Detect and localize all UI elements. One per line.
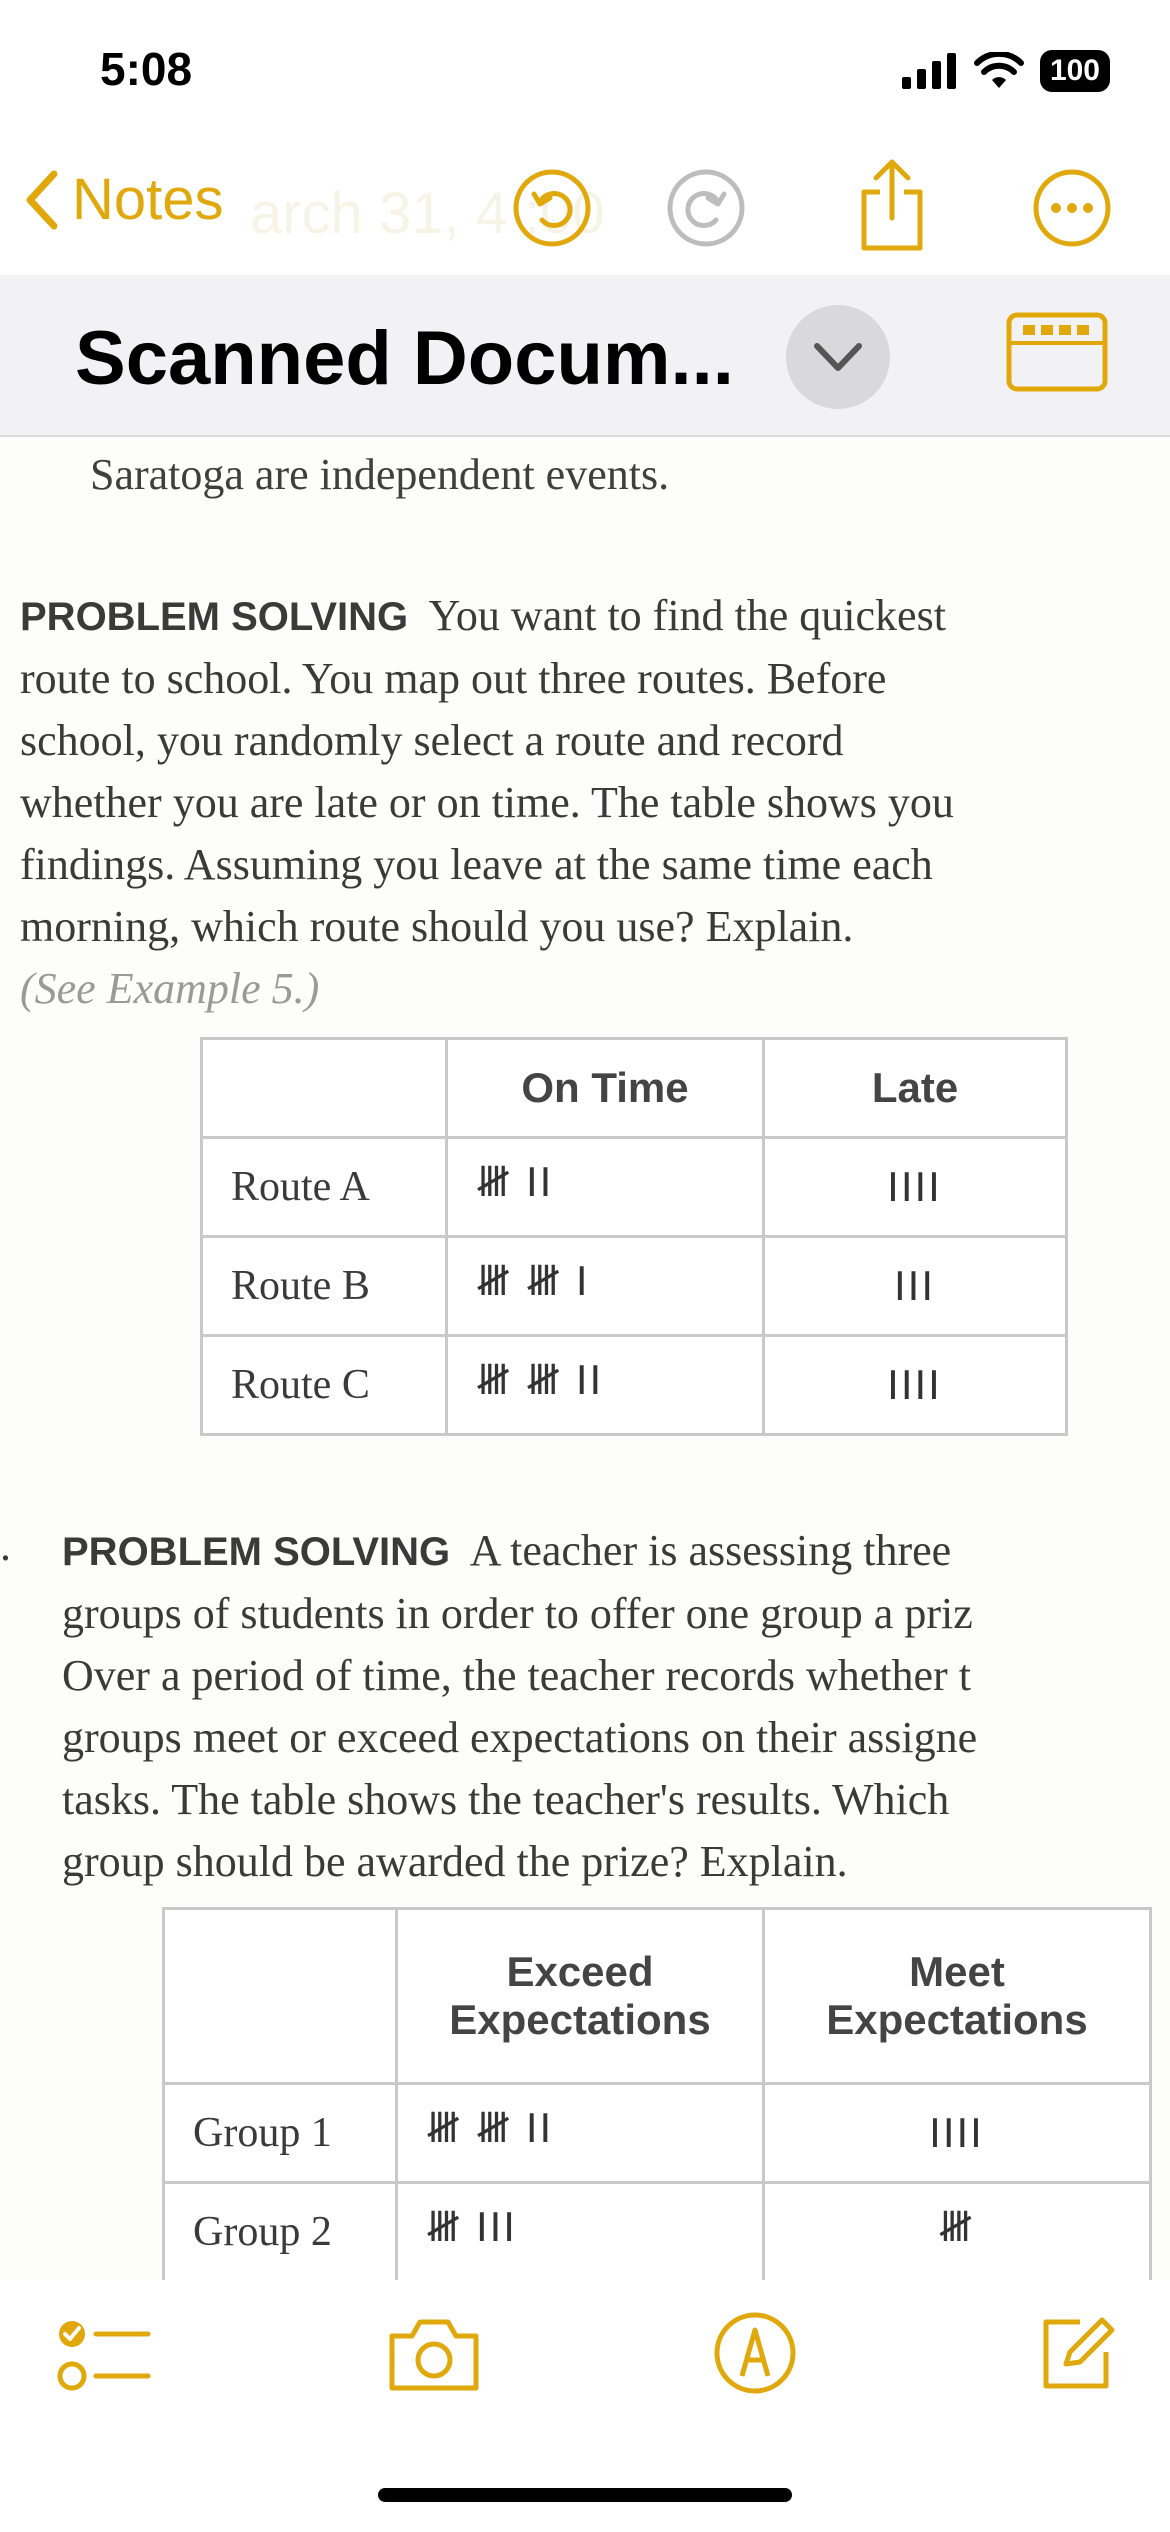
table-header-empty xyxy=(202,1039,447,1138)
row-label: Route B xyxy=(202,1237,447,1336)
table-header-on-time: On Time xyxy=(447,1039,764,1138)
signal-icon xyxy=(902,53,958,89)
chevron-left-icon xyxy=(24,170,60,230)
tally-cell: III xyxy=(764,1237,1067,1336)
problem-1-line-5: findings. Assuming you leave at the same time each xyxy=(20,840,933,889)
chevron-down-icon xyxy=(813,342,863,372)
bottom-toolbar xyxy=(0,2280,1170,2532)
home-indicator[interactable] xyxy=(378,2488,792,2502)
table-row xyxy=(164,1909,1151,2084)
tally-cell: 𝍸 III xyxy=(397,2183,764,2281)
tally-cell: 𝍸 xyxy=(764,2183,1151,2281)
compose-icon[interactable] xyxy=(1036,2314,1116,2394)
share-icon[interactable] xyxy=(852,156,932,254)
table-row xyxy=(202,1237,1067,1336)
problem-1-line-4: whether you are late or on time. The table shows you xyxy=(20,778,954,827)
tally-cell: IIII xyxy=(764,1336,1067,1435)
ghost-date-text: arch 31, 4 :00 xyxy=(250,181,605,246)
scan-document-icon[interactable] xyxy=(1005,311,1109,393)
route-table xyxy=(200,1037,1068,1436)
tally-cell: 𝍸 𝍸 II xyxy=(447,1336,764,1435)
ellipsis-icon[interactable] xyxy=(1032,168,1112,248)
redo-icon[interactable] xyxy=(666,168,746,248)
problem-1-line-3: school, you randomly select a route and record xyxy=(20,716,844,765)
undo-icon[interactable] xyxy=(512,168,592,248)
problem-2-text xyxy=(62,1520,1170,1893)
status-icons xyxy=(902,50,1110,92)
table-row xyxy=(164,2084,1151,2183)
problem-2-line-6: group should be awarded the prize? Explain. xyxy=(62,1837,848,1886)
problem-2-bullet: . xyxy=(0,1521,11,1570)
table-row xyxy=(202,1336,1067,1435)
table-header-late: Late xyxy=(764,1039,1067,1138)
problem-2-line-4: groups meet or exceed expectations on their assigne xyxy=(62,1713,978,1762)
title-menu-button[interactable] xyxy=(786,305,890,409)
problem-2-heading: PROBLEM SOLVING xyxy=(62,1530,451,1574)
table-header-empty xyxy=(164,1909,397,2084)
problem-2-line-2: groups of students in order to offer one group a priz xyxy=(62,1589,973,1638)
nav-bar xyxy=(0,150,1170,270)
row-label: Route C xyxy=(202,1336,447,1435)
table-row xyxy=(202,1138,1067,1237)
problem-2-line-1: A teacher is assessing three xyxy=(469,1526,952,1575)
battery-icon: 100 xyxy=(1040,50,1110,92)
table-header-meet: Meet Expectations xyxy=(764,1909,1151,2084)
checklist-icon[interactable] xyxy=(56,2310,152,2400)
markup-pen-icon[interactable] xyxy=(712,2310,798,2396)
document-title-bar xyxy=(0,275,1170,437)
tally-cell: IIII xyxy=(764,2084,1151,2183)
problem-1-text xyxy=(20,585,1170,1020)
status-time: 5:08 xyxy=(100,43,193,95)
problem-1-line-6: morning, which route should you use? Explain. xyxy=(20,902,854,951)
problem-1-line-2: route to school. You map out three routes. Before xyxy=(20,654,887,703)
tally-cell: IIII xyxy=(764,1138,1067,1237)
scanned-document[interactable] xyxy=(0,437,1170,2280)
group-table xyxy=(162,1907,1152,2280)
tally-cell: 𝍸 𝍸 II xyxy=(397,2084,764,2183)
row-label: Group 2 xyxy=(164,2183,397,2281)
doc-top-line: Saratoga are independent events. xyxy=(90,450,670,499)
problem-2-line-3: Over a period of time, the teacher records whether t xyxy=(62,1651,971,1700)
table-header-exceed: Exceed Expectations xyxy=(397,1909,764,2084)
tally-cell: 𝍸 𝍸 I xyxy=(447,1237,764,1336)
wifi-icon xyxy=(974,52,1024,90)
back-button[interactable] xyxy=(24,166,224,233)
table-row xyxy=(202,1039,1067,1138)
back-label: Notes xyxy=(72,167,224,232)
tally-cell: 𝍸 II xyxy=(447,1138,764,1237)
problem-1-line-1: You want to find the quickest xyxy=(428,591,946,640)
status-bar xyxy=(0,0,1170,150)
camera-icon[interactable] xyxy=(384,2316,484,2394)
row-label: Group 1 xyxy=(164,2084,397,2183)
row-label: Route A xyxy=(202,1138,447,1237)
problem-1-heading: PROBLEM SOLVING xyxy=(20,595,409,639)
document-title[interactable]: Scanned Docum... xyxy=(75,316,734,401)
problem-1-example: (See Example 5.) xyxy=(20,964,320,1013)
table-row xyxy=(164,2183,1151,2281)
problem-2-line-5: tasks. The table shows the teacher's results. Which xyxy=(62,1775,950,1824)
